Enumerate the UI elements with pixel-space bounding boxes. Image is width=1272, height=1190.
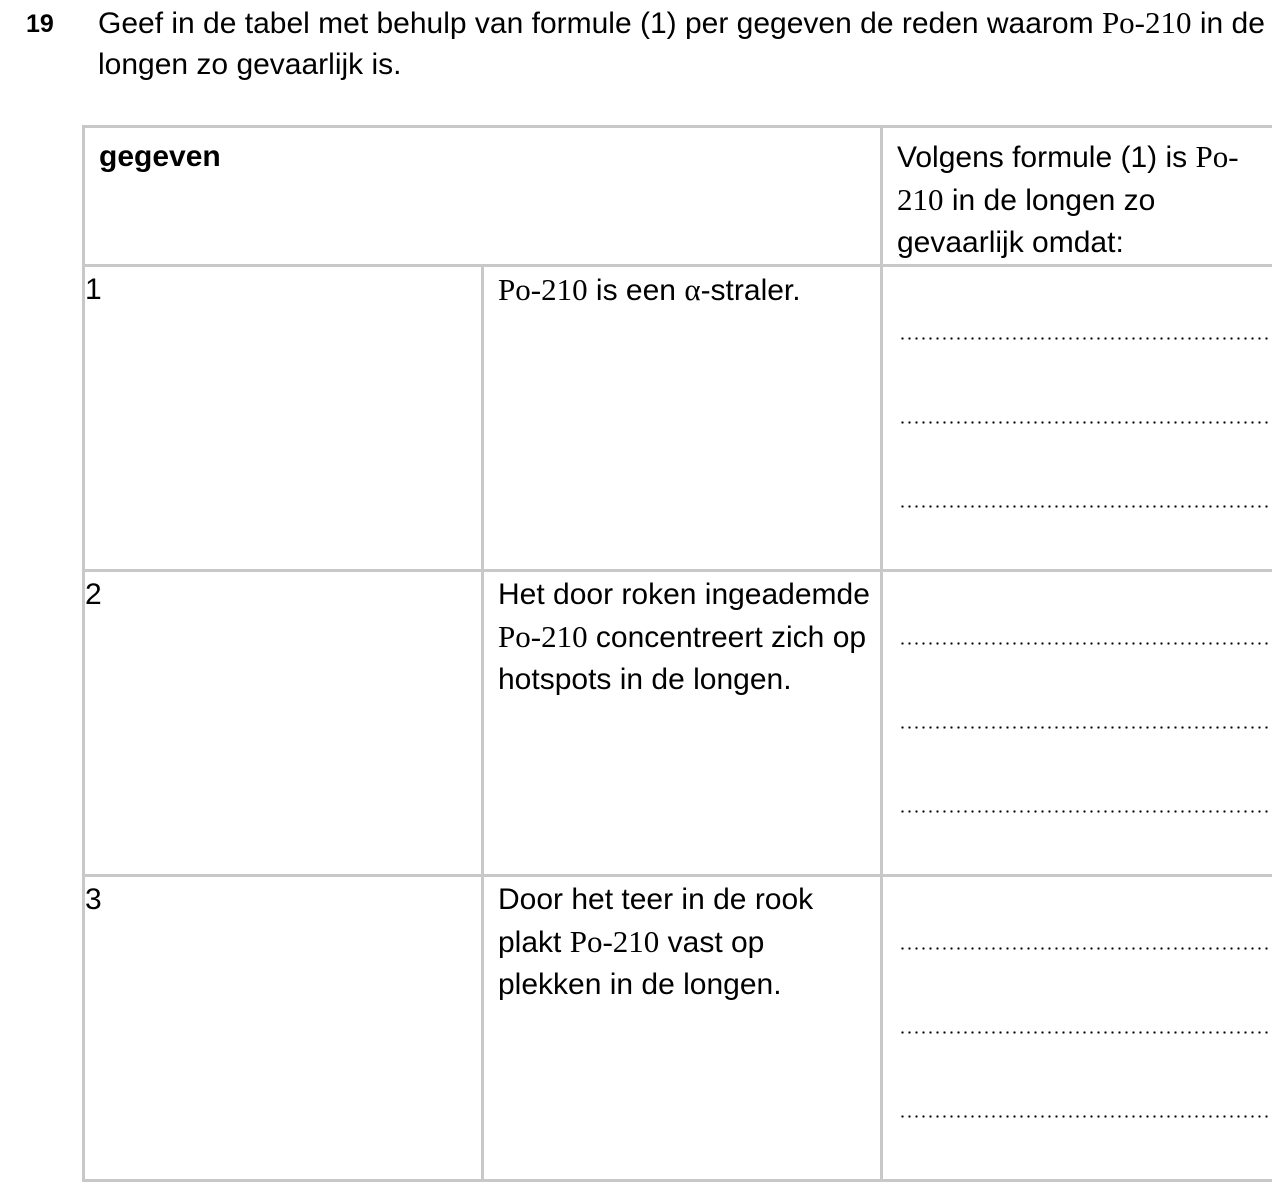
row-text-part: is een: [587, 274, 685, 307]
isotope-label: Po-210: [498, 619, 588, 654]
row-number: 1: [84, 266, 483, 571]
row-text-part: -straler.: [700, 274, 801, 307]
answer-cell[interactable]: [882, 876, 1272, 1181]
row-text-part: Het door roken ingeademde: [498, 578, 870, 611]
answer-line[interactable]: [899, 572, 1272, 651]
answer-line[interactable]: [899, 1040, 1272, 1124]
table-row: [84, 571, 1272, 876]
question-text-part: in de longen zo gevaarlijk is.: [98, 7, 1265, 81]
row-given: [483, 571, 882, 876]
question-number: 19: [26, 10, 54, 38]
table-row: [84, 266, 1272, 571]
table-row: [84, 876, 1272, 1181]
header-gegeven: gegeven: [84, 127, 882, 266]
answer-line[interactable]: [899, 956, 1272, 1040]
row-given: [483, 876, 882, 1181]
answer-cell[interactable]: [882, 571, 1272, 876]
question-text: [98, 2, 1268, 85]
isotope-label: Po-210: [897, 139, 1239, 217]
answer-line[interactable]: [899, 430, 1272, 514]
row-given: [483, 266, 882, 571]
header-volgens: [882, 127, 1272, 266]
isotope-label: Po-210: [569, 924, 660, 959]
row-text-part: vast op plekken in de longen.: [498, 926, 782, 1001]
answer-line[interactable]: [899, 346, 1272, 430]
isotope-label: Po-210: [498, 272, 588, 307]
row-text-part: concentreert zich op hotspots in de longen.: [498, 621, 867, 696]
row-number: 3: [84, 876, 483, 1181]
answer-line[interactable]: [899, 735, 1272, 819]
answer-table: [82, 125, 1272, 1182]
row-number: 2: [84, 571, 483, 876]
table-header-row: [84, 127, 1272, 266]
header-text-part: Volgens formule (1) is: [897, 141, 1196, 174]
isotope-label: Po-210: [1101, 5, 1192, 40]
answer-line[interactable]: [899, 877, 1272, 956]
answer-line[interactable]: [899, 267, 1272, 346]
question-text-part: Geef in de tabel met behulp van formule (1) per gegeven de reden waarom: [98, 7, 1102, 40]
alpha-symbol: α: [684, 272, 701, 307]
header-text-part: in de longen zo gevaarlijk omdat:: [897, 184, 1156, 259]
answer-line[interactable]: [899, 651, 1272, 735]
row-text-part: Door het teer in de rook plakt: [498, 883, 814, 959]
answer-cell[interactable]: [882, 266, 1272, 571]
